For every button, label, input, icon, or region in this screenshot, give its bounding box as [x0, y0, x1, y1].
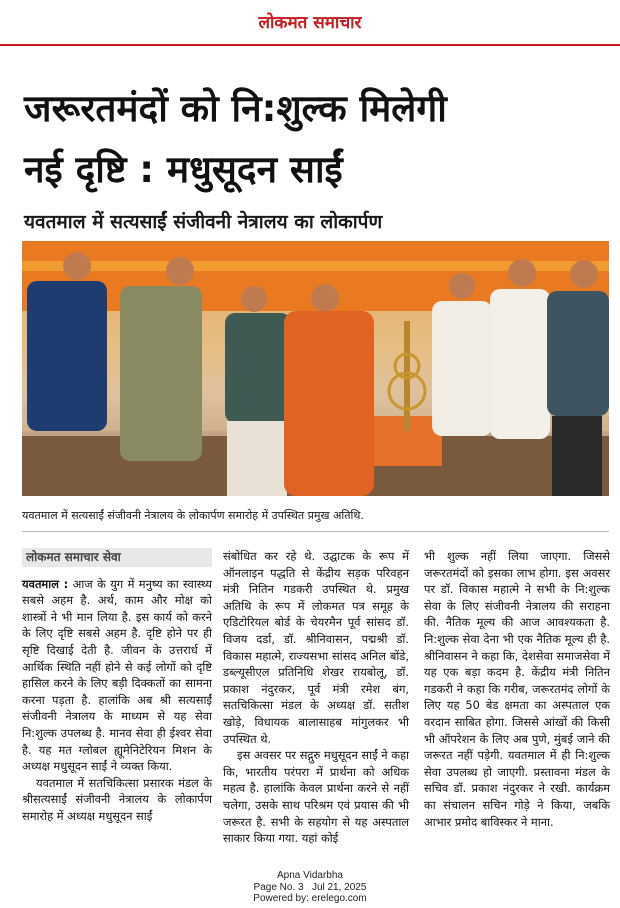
paragraph-1-text: आज के युग में मनुष्य का स्वास्थ्य सबसे अहम है. अर्थ, काम और मोक्ष को शास्त्रों ने भी मान लिया है. इस कार्य को करने के लिए दृष्टि सबसे अहम है. दृष्टि होने पर ही सृष्टि दिखाई देती है. जीवन के उत्तरार्ध में आर्थिक स्थिति नहीं होने से कई लोगों को दृष्टि हासिल करने के लिए बड़ी दिक्कतों का सामना करना पड़ता है. हालांकि अब श्री सत्यसाईं संजीवनी नेत्रालय के माध्यम से यह सेवा नि:शुल्क उपलब्ध है. मानव सेवा ही ईश्वर सेवा है. यह मत ग्लोबल ह्यूमेनिटेरियन मिशन के अध्यक्ष मधुसूदन साईं ने व्यक्त किया. [22, 576, 212, 774]
headline-line-1: जरूरतमंदों को नि:शुल्क मिलेगी [24, 87, 447, 130]
article-column-2 [223, 548, 409, 847]
paragraph-3: संबोधित कर रहे थे. उद्घाटक के रूप में ऑनलाइन पद्धति से केंद्रीय सड़क परिवहन मंत्री नितिन गडकरी उपस्थित थे. प्रमुख अतिथि के रूप में लोकमत पत्र समूह के एडिटोरियल बोर्ड के चेयरमैन पूर्व सांसद डॉ. विजय दर्डा, डॉ. श्रीनिवासन, पद्मश्री डॉ. विकास महात्मे, राज्यसभा सांसद अनिल बोंडे, डब्ल्यूसीएल प्रतिनिधि शेखर रायबोलू, डॉ. प्रकाश नंदुरकर, पूर्व मंत्री रमेश बंग, सतचिकित्सा मंडल के अध्यक्ष डॉ. सतीश खोड़े, विधायक बालासाहब मांगुलकर भी उपस्थित थे. [223, 549, 409, 746]
masthead [0, 0, 620, 44]
masthead-rule [0, 44, 620, 46]
dateline: यवतमाल : [22, 576, 69, 591]
subheadline: यवतमाल में सत्यसाईं संजीवनी नेत्रालय का लोकार्पण [24, 211, 383, 233]
footer-page-info [0, 882, 620, 894]
headline [24, 78, 604, 200]
headline-line-2: नई दृष्टि : मधुसूदन साईं [24, 148, 343, 191]
footer-powered-by: Powered by: erelego.com [253, 893, 367, 904]
footer-date: Jul 21, 2025 [311, 881, 367, 893]
photo-caption: यवतमाल में सत्यसाईं संजीवनी नेत्रालय के लोकार्पण समारोह में उपस्थित प्रमुख अतिथि. [22, 509, 364, 522]
caption-divider [22, 531, 609, 532]
article-column-3 [424, 548, 610, 830]
ceremony-photo-illustration [22, 241, 609, 496]
news-photo [22, 241, 609, 496]
masthead-logo: लोकमत समाचार [258, 13, 362, 33]
footer-publication: Apna Vidarbha [277, 870, 343, 881]
paragraph-1 [22, 576, 212, 775]
footer-page-number: Page No. 3 [253, 881, 304, 893]
page-footer [0, 870, 620, 905]
article-column-1 [22, 548, 212, 825]
paragraph-5: भी शुल्क नहीं लिया जाएगा. जिससे जरूरतमंदों को इसका लाभ होगा. इस अवसर पर डॉ. विकास महात्मे ने सभी के नि:शुल्क सेवा के लिए संजीवनी नेत्रालय की सराहना की. नैतिक मूल्य की आज आवश्यकता है. नि:शुल्क सेवा देना भी एक नैतिक मूल्य ही है. श्रीनिवासन ने कहा कि, देशसेवा समाजसेवा में यह एक बड़ा कदम है. केंद्रीय मंत्री नितिन गडकरी ने कहा कि गरीब, जरूरतमंद लोगों के लिए यह 50 बेड क्षमता का अस्पताल एक वरदान साबित होगा. जिससे आंखों की किसी भी ऑपरेशन के लिए अब पुणे, मुंबई जाने की जरूरत नहीं पड़ेगी. यवतमाल में ही नि:शुल्क सेवा उपलब्ध हो जाएगी. प्रस्तावना मंडल के सचिव डॉ. प्रकाश नंदुरकर ने रखी. कार्यक्रम का संचालन सचिन गोड़े ने किया, जबकि आभार प्रमोद बाविस्कर ने माना. [424, 549, 610, 829]
byline: लोकमत समाचार सेवा [22, 548, 212, 567]
paragraph-2: यवतमाल में सतचिकित्सा प्रसारक मंडल के श्रीसत्यसाईं संजीवनी नेत्रालय के लोकार्पण समारोह में अध्यक्ष मधुसूदन साईं [22, 775, 212, 823]
paragraph-4: इस अवसर पर सद्गुरु मधुसूदन साईं ने कहा कि, भारतीय परंपरा में प्रार्थना को अधिक महत्व है. हालांकि केवल प्रार्थना करने से नहीं चलेगा, उसके साथ परिश्रम एवं प्रयास की भी जरूरत है. सभी के सहयोग से यह अस्पताल साकार किया गया. यहां कोई [223, 748, 409, 846]
